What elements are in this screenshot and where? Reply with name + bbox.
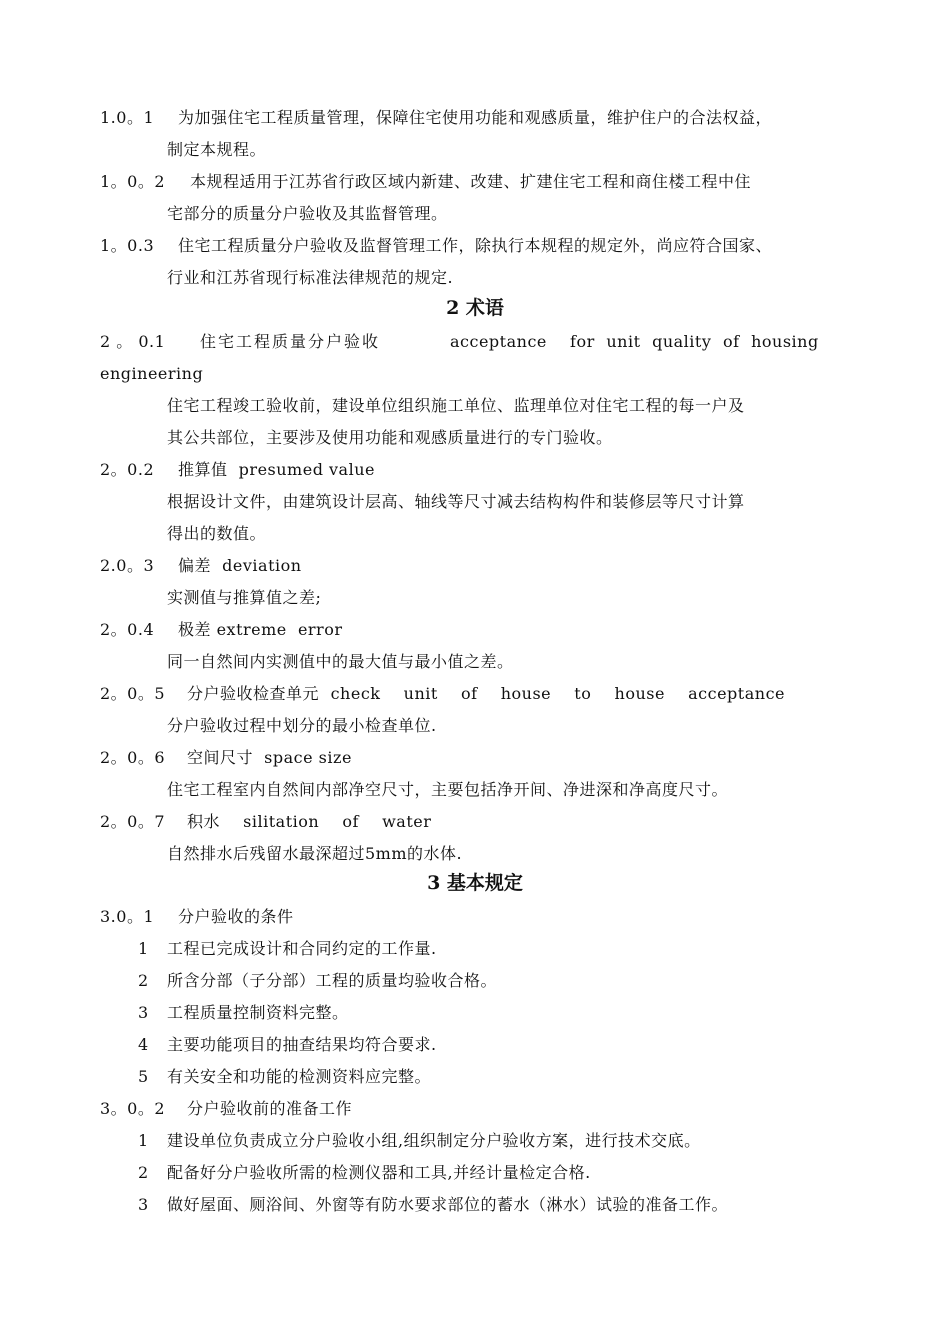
list-item-number: 5 bbox=[138, 1067, 149, 1086]
list-item-number: 1 bbox=[138, 939, 149, 958]
clause-1-0-1-text: 为加强住宅工程质量管理，保障住宅使用功能和观感质量，维护住户的合法权益， bbox=[178, 108, 773, 127]
clause-1-0-2-number: 1。0。2 bbox=[100, 172, 166, 191]
clause-3-0-2-title: 分户验收前的准备工作 bbox=[187, 1099, 353, 1118]
term-2-0-5-number: 2。0。5 bbox=[100, 684, 166, 703]
clause-1-0-3-number: 1。0.3 bbox=[100, 236, 155, 255]
term-2-0-1-definition: 住宅工程竣工验收前，建设单位组织施工单位、监理单位对住宅工程的每一户及 bbox=[167, 396, 745, 415]
section-2-heading: 2 术语 bbox=[446, 297, 504, 319]
term-2-0-5-definition: 分户验收过程中划分的最小检查单位. bbox=[167, 716, 437, 735]
list-item-number: 3 bbox=[138, 1003, 149, 1022]
term-2-0-7-term: 积水 silitation of water bbox=[187, 812, 432, 831]
list-item-number: 1 bbox=[138, 1131, 149, 1150]
clause-1-0-3-text: 住宅工程质量分户验收及监督管理工作，除执行本规程的规定外，尚应符合国家、 bbox=[178, 236, 773, 255]
clause-1-0-2-text-cont: 宅部分的质量分户验收及其监督管理。 bbox=[167, 204, 448, 223]
clause-1-0-3-text-cont: 行业和江苏省现行标准法律规范的规定. bbox=[167, 268, 454, 287]
list-item-number: 4 bbox=[138, 1035, 149, 1054]
term-2-0-2-definition: 根据设计文件，由建筑设计层高、轴线等尺寸减去结构构件和装修层等尺寸计算 bbox=[167, 492, 745, 511]
list-item: 工程已完成设计和合同约定的工作量. bbox=[167, 939, 437, 958]
term-2-0-4-number: 2。0.4 bbox=[100, 620, 155, 639]
term-2-0-1-definition-cont: 其公共部位，主要涉及使用功能和观感质量进行的专门验收。 bbox=[167, 428, 613, 447]
list-item-number: 2 bbox=[138, 1163, 149, 1182]
list-item: 做好屋面、厕浴间、外窗等有防水要求部位的蓄水（淋水）试验的准备工作。 bbox=[167, 1195, 729, 1214]
list-item: 配备好分户验收所需的检测仪器和工具,并经计量检定合格. bbox=[167, 1163, 591, 1182]
clause-1-0-1-number: 1.0。1 bbox=[100, 108, 155, 127]
term-2-0-2-term: 推算值 presumed value bbox=[178, 460, 375, 479]
clause-1-0-1-text-cont: 制定本规程。 bbox=[167, 140, 267, 159]
term-2-0-2-number: 2。0.2 bbox=[100, 460, 155, 479]
term-2-0-4-term: 极差 extreme error bbox=[178, 620, 343, 639]
list-item: 有关安全和功能的检测资料应完整。 bbox=[167, 1067, 432, 1086]
term-2-0-1-number: 2 。 0.1 bbox=[100, 332, 166, 351]
list-item-number: 3 bbox=[138, 1195, 149, 1214]
term-2-0-5-term: 分户验收检查单元 check unit of house to house acceptance bbox=[187, 684, 786, 703]
term-2-0-1-cn: 住宅工程质量分户验收 bbox=[200, 332, 381, 351]
clause-3-0-2-number: 3。0。2 bbox=[100, 1099, 166, 1118]
list-item-number: 2 bbox=[138, 971, 149, 990]
list-item: 所含分部（子分部）工程的质量均验收合格。 bbox=[167, 971, 498, 990]
term-2-0-4-definition: 同一自然间内实测值中的最大值与最小值之差。 bbox=[167, 652, 514, 671]
term-2-0-3-term: 偏差 deviation bbox=[178, 556, 302, 575]
term-2-0-1-en-cont: engineering bbox=[100, 364, 204, 383]
term-2-0-3-definition: 实测值与推算值之差; bbox=[167, 588, 322, 607]
list-item: 主要功能项目的抽查结果均符合要求. bbox=[167, 1035, 437, 1054]
term-2-0-6-definition: 住宅工程室内自然间内部净空尺寸，主要包括净开间、净进深和净高度尺寸。 bbox=[167, 780, 729, 799]
clause-3-0-1-title: 分户验收的条件 bbox=[178, 907, 294, 926]
term-2-0-7-definition: 自然排水后残留水最深超过5mm的水体. bbox=[167, 844, 463, 863]
list-item: 建设单位负责成立分户验收小组,组织制定分户验收方案，进行技术交底。 bbox=[167, 1131, 701, 1150]
term-2-0-7-number: 2。0。7 bbox=[100, 812, 166, 831]
clause-3-0-1-number: 3.0。1 bbox=[100, 907, 155, 926]
list-item: 工程质量控制资料完整。 bbox=[167, 1003, 349, 1022]
term-2-0-1-en: acceptance for unit quality of housing bbox=[450, 332, 819, 351]
term-2-0-6-term: 空间尺寸 space size bbox=[187, 748, 352, 767]
clause-1-0-2-text: 本规程适用于江苏省行政区域内新建、改建、扩建住宅工程和商住楼工程中住 bbox=[190, 172, 752, 191]
term-2-0-6-number: 2。0。6 bbox=[100, 748, 166, 767]
term-2-0-3-number: 2.0。3 bbox=[100, 556, 155, 575]
section-3-heading: 3 基本规定 bbox=[427, 872, 523, 894]
term-2-0-2-definition-cont: 得出的数值。 bbox=[167, 524, 267, 543]
